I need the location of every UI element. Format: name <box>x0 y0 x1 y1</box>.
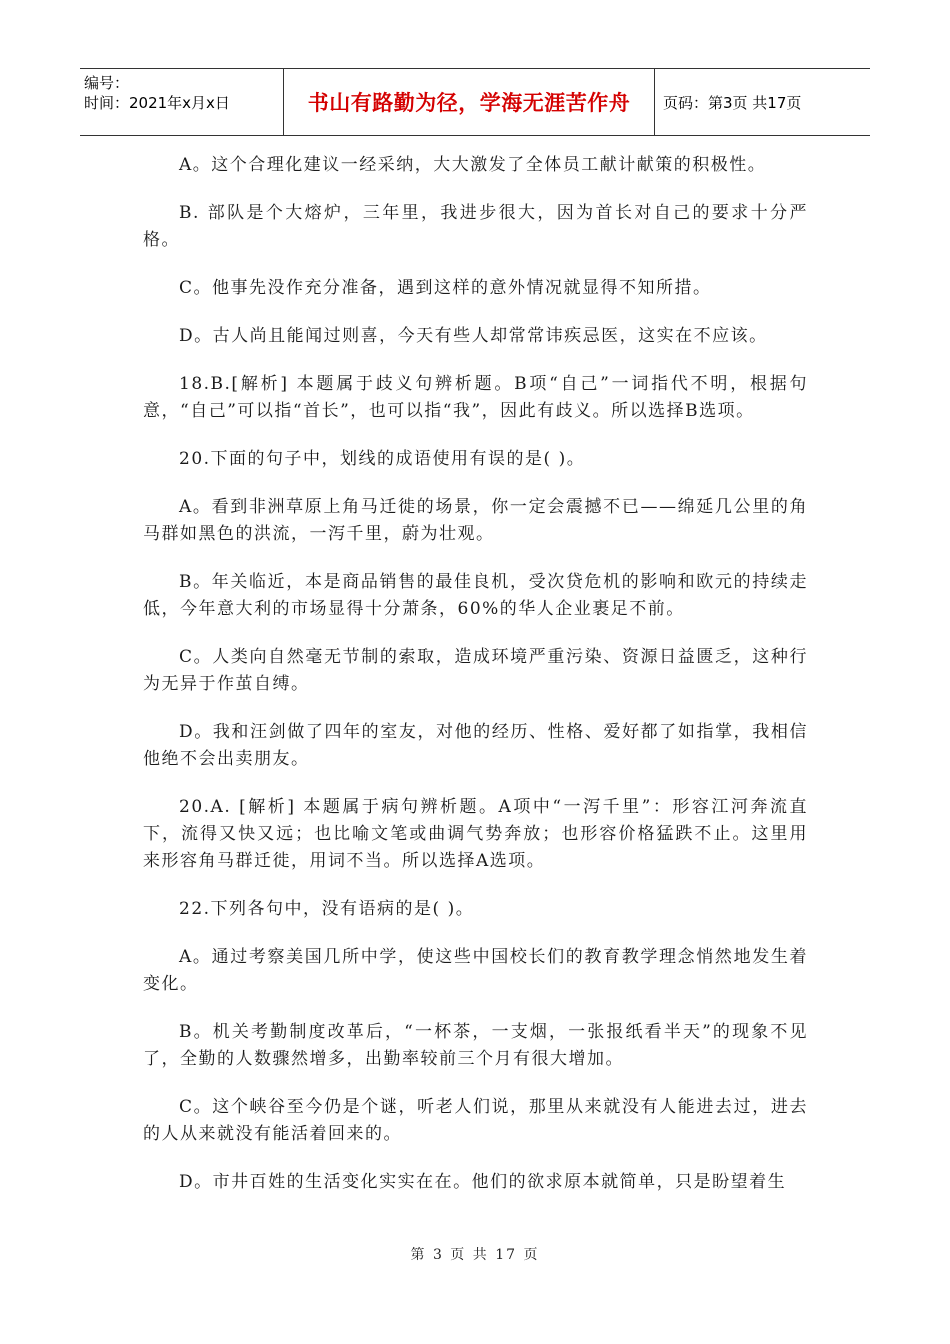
page-header <box>80 68 870 136</box>
paragraph: 18.B.[解析] 本题属于歧义句辨析题。B项“自己”一词指代不明，根据句意，“自己”可以指“首长”，也可以指“我”，因此有歧义。所以选择B选项。 <box>143 374 808 421</box>
paragraph: D。我和汪剑做了四年的室友，对他的经历、性格、爱好都了如指掌，我相信他绝不会出卖朋友。 <box>143 722 808 769</box>
document-date: 时间：2021年x月x日 <box>84 94 230 112</box>
header-page-info: 页码：第3页 共17页 <box>663 93 802 112</box>
paragraph: D。古人尚且能闻过则喜，今天有些人却常常讳疾忌医，这实在不应该。 <box>179 326 768 346</box>
paragraph: 20.A. [解析] 本题属于病句辨析题。A项中“一泻千里”：形容江河奔流直下，流得又快又远；也比喻文笔或曲调气势奔放；也形容价格猛跌不止。这里用来形容角马群迁徙，用词不当。所以选择A选项。 <box>143 797 808 871</box>
paragraph: B. 部队是个大熔炉，三年里，我进步很大，因为首长对自己的要求十分严格。 <box>143 203 808 250</box>
header-meta <box>80 69 283 135</box>
paragraph: B。年关临近，本是商品销售的最佳良机，受次贷危机的影响和欧元的持续走低，今年意大利的市场显得十分萧条，60%的华人企业裹足不前。 <box>143 572 808 619</box>
document-number-label: 编号： <box>84 74 130 92</box>
paragraph: 20.下面的句子中，划线的成语使用有误的是( )。 <box>179 449 586 469</box>
paragraph: C。人类向自然毫无节制的索取，造成环境严重污染、资源日益匮乏，这种行为无异于作茧自缚。 <box>143 647 808 694</box>
paragraph: C。他事先没作充分准备，遇到这样的意外情况就显得不知所措。 <box>179 278 712 298</box>
header-motto: 书山有路勤为径，学海无涯苦作舟 <box>283 69 655 135</box>
paragraph: A。通过考察美国几所中学，使这些中国校长们的教育教学理念悄然地发生着变化。 <box>143 947 808 994</box>
page-footer: 第 3 页 共 17 页 <box>410 1247 540 1263</box>
paragraph: B。机关考勤制度改革后，“一杯茶，一支烟，一张报纸看半天”的现象不见了，全勤的人数骤然增多，出勤率较前三个月有很大增加。 <box>143 1022 808 1069</box>
paragraph: D。市井百姓的生活变化实实在在。他们的欲求原本就简单，只是盼望着生 <box>179 1172 787 1192</box>
paragraph: A。看到非洲草原上角马迁徙的场景，你一定会震撼不已——绵延几公里的角马群如黑色的洪流，一泻千里，蔚为壮观。 <box>143 497 808 544</box>
document-body <box>143 152 808 1217</box>
paragraph: A。这个合理化建议一经采纳，大大激发了全体员工献计献策的积极性。 <box>179 155 767 175</box>
paragraph: 22.下列各句中，没有语病的是( )。 <box>179 899 475 919</box>
paragraph: C。这个峡谷至今仍是个谜，听老人们说，那里从来就没有人能进去过，进去的人从来就没有能活着回来的。 <box>143 1097 808 1144</box>
